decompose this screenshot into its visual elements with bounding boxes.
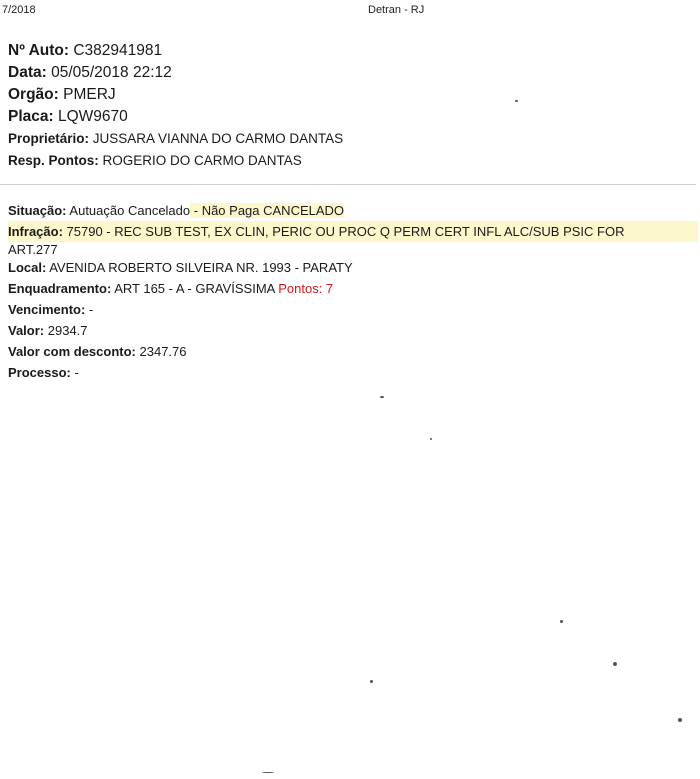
orgao-label: Orgão: bbox=[8, 86, 59, 103]
page-header-title: Detran - RJ bbox=[368, 4, 425, 16]
infraction-details bbox=[8, 200, 698, 383]
processo-row bbox=[8, 362, 698, 383]
auto-summary bbox=[8, 40, 343, 172]
valor-desconto-label: Valor com desconto: bbox=[8, 344, 136, 359]
enquadramento-value: ART 165 - A - GRAVÍSSIMA bbox=[114, 281, 275, 296]
enquadramento-label: Enquadramento: bbox=[8, 281, 112, 296]
resp-pontos-label: Resp. Pontos: bbox=[8, 153, 99, 168]
print-date: 7/2018 bbox=[2, 4, 36, 16]
enquadramento-row bbox=[8, 278, 698, 299]
vencimento-row bbox=[8, 299, 698, 320]
situacao-row bbox=[8, 200, 698, 221]
valor-value: 2934.7 bbox=[47, 323, 88, 338]
infracao-row bbox=[8, 221, 698, 242]
orgao-value: PMERJ bbox=[63, 86, 116, 103]
auto-number-label: Nº Auto: bbox=[8, 42, 70, 59]
valor-row bbox=[8, 320, 698, 341]
processo-label: Processo: bbox=[8, 365, 71, 380]
date-label: Data: bbox=[8, 64, 47, 81]
infracao-continuation: ART.277 bbox=[8, 242, 58, 257]
resp-pontos-value: ROGERIO DO CARMO DANTAS bbox=[102, 153, 302, 168]
scan-speck bbox=[370, 680, 373, 683]
section-divider bbox=[0, 184, 696, 185]
proprietario-row bbox=[8, 128, 343, 150]
valor-label: Valor: bbox=[8, 323, 45, 338]
valor-desconto-value: 2347.76 bbox=[139, 344, 187, 359]
situacao-status: Não Paga CANCELADO bbox=[201, 203, 345, 218]
processo-value: - bbox=[74, 365, 79, 380]
placa-row bbox=[8, 106, 343, 128]
valor-desconto-row bbox=[8, 341, 698, 362]
proprietario-label: Proprietário: bbox=[8, 131, 90, 146]
resp-pontos-row bbox=[8, 150, 343, 172]
auto-number-value: C382941981 bbox=[73, 42, 163, 59]
situacao-sep: - bbox=[190, 203, 202, 218]
scan-speck bbox=[613, 662, 617, 666]
date-row bbox=[8, 62, 343, 84]
local-row bbox=[8, 257, 698, 278]
infracao-value: 75790 - REC SUB TEST, EX CLIN, PERIC OU PROC Q PERM CERT INFL ALC/SUB PSIC FOR bbox=[66, 224, 625, 239]
placa-value: LQW9670 bbox=[57, 108, 128, 125]
placa-label: Placa: bbox=[8, 108, 54, 125]
scan-speck bbox=[262, 772, 274, 773]
date-value: 05/05/2018 22:12 bbox=[51, 64, 172, 81]
scan-speck bbox=[678, 718, 682, 722]
vencimento-value: - bbox=[88, 302, 94, 317]
proprietario-value: JUSSARA VIANNA DO CARMO DANTAS bbox=[92, 131, 344, 146]
scan-speck bbox=[560, 620, 563, 623]
situacao-value: Autuação Cancelado bbox=[69, 203, 191, 218]
vencimento-label: Vencimento: bbox=[8, 302, 86, 317]
situacao-label: Situação: bbox=[8, 203, 67, 218]
auto-number-row bbox=[8, 40, 343, 62]
scan-speck bbox=[380, 396, 384, 398]
local-label: Local: bbox=[8, 260, 47, 275]
infracao-label: Infração: bbox=[8, 224, 63, 239]
scan-speck bbox=[515, 100, 518, 102]
orgao-row bbox=[8, 84, 343, 106]
pontos-badge: Pontos: 7 bbox=[278, 281, 334, 296]
local-value: AVENIDA ROBERTO SILVEIRA NR. 1993 - PARATY bbox=[49, 260, 353, 275]
scan-speck bbox=[430, 438, 432, 440]
